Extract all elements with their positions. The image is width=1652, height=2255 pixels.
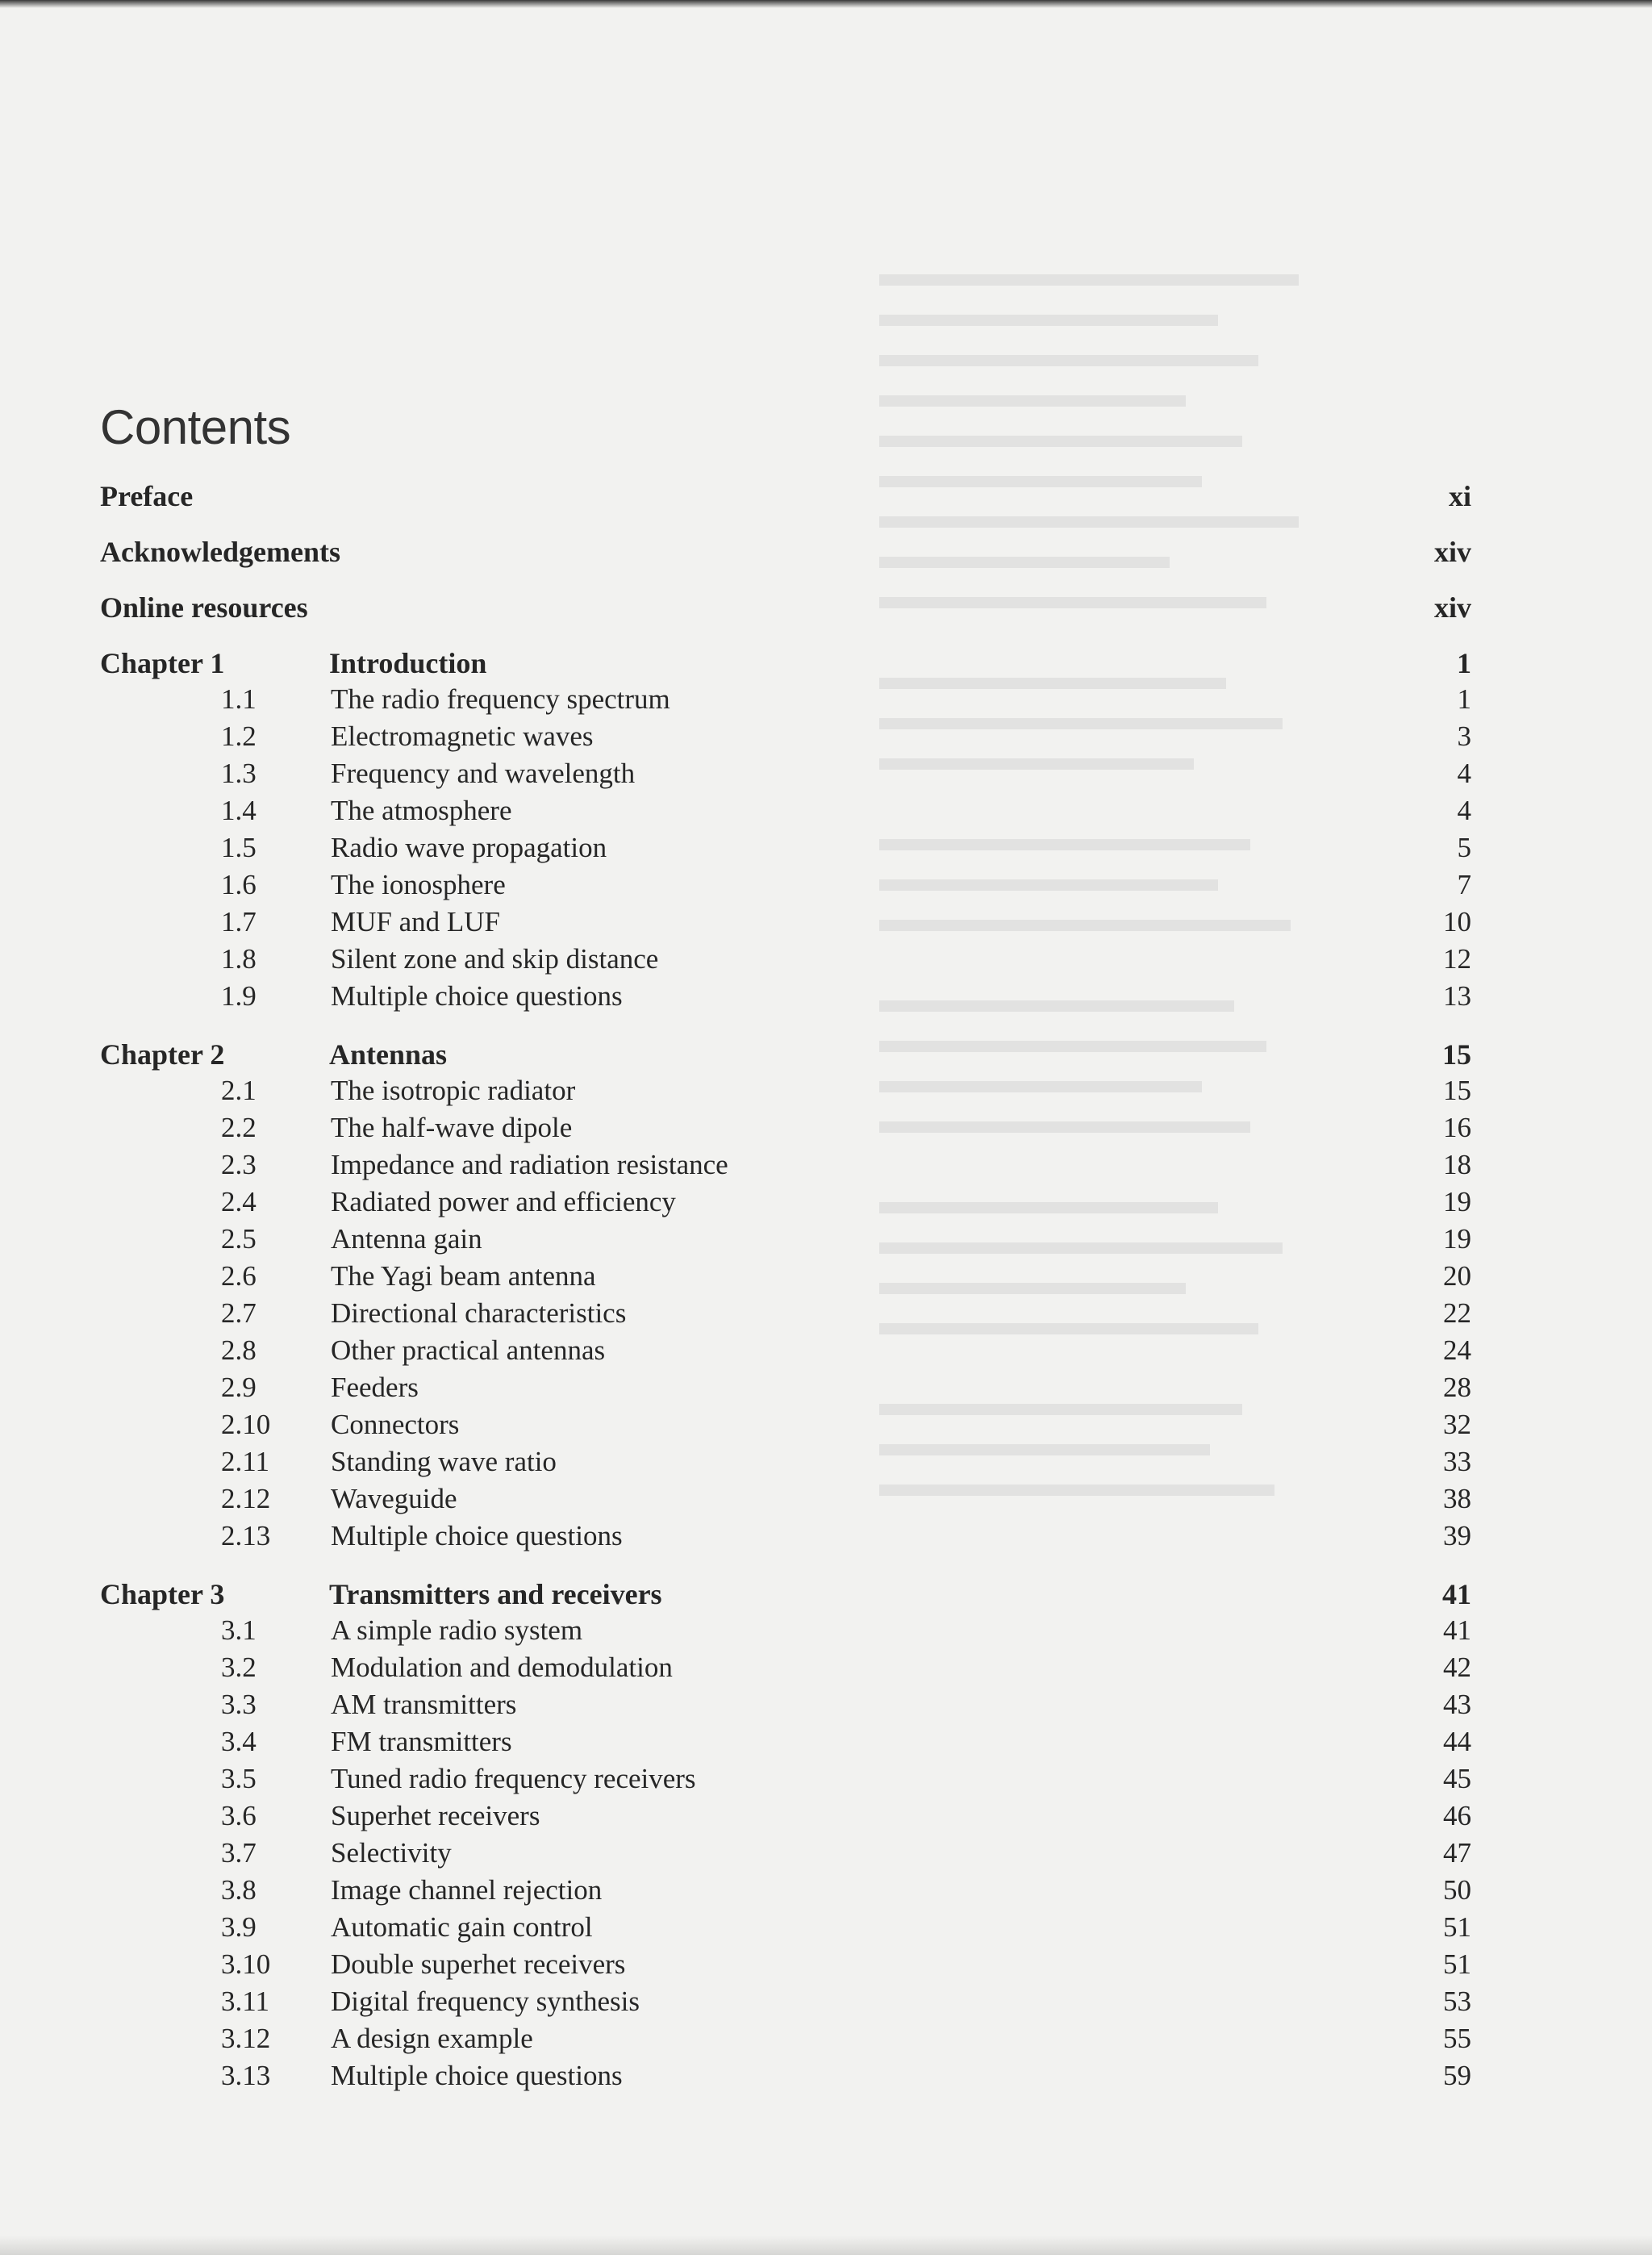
- section-number: 2.7: [221, 1297, 257, 1329]
- page-number: 47: [1443, 1837, 1471, 1869]
- section-row[interactable]: [100, 906, 1471, 943]
- section-title: Waveguide: [331, 1483, 457, 1514]
- section-title: Other practical antennas: [331, 1334, 606, 1366]
- section-title: The half-wave dipole: [331, 1112, 573, 1143]
- section-row[interactable]: [100, 1186, 1471, 1223]
- section-number: 3.4: [221, 1726, 257, 1757]
- chapter-heading-row[interactable]: [100, 1577, 1471, 1614]
- section-title: Superhet receivers: [331, 1800, 540, 1831]
- section-title: The radio frequency spectrum: [331, 683, 670, 715]
- page-number: 38: [1443, 1483, 1471, 1514]
- section-row[interactable]: [100, 1112, 1471, 1149]
- section-number: 3.9: [221, 1911, 257, 1943]
- section-number: 2.11: [221, 1446, 269, 1477]
- section-number: 1.7: [221, 906, 257, 937]
- page-number: 24: [1443, 1334, 1471, 1366]
- section-number: 2.12: [221, 1483, 271, 1514]
- chapter-title: Antennas: [329, 1038, 448, 1071]
- front-matter-label: Preface: [100, 480, 194, 512]
- section-row[interactable]: [100, 1911, 1471, 1948]
- chapter-label: Chapter 3: [100, 1578, 225, 1610]
- section-title: Feeders: [331, 1372, 419, 1403]
- page-number: 4: [1457, 758, 1471, 789]
- section-number: 3.7: [221, 1837, 257, 1869]
- page-number: 42: [1443, 1652, 1471, 1683]
- section-row[interactable]: [100, 2060, 1471, 2097]
- section-number: 3.1: [221, 1614, 257, 1646]
- page-title: Contents: [100, 400, 291, 454]
- section-row[interactable]: [100, 1334, 1471, 1372]
- section-row[interactable]: [100, 1726, 1471, 1763]
- page-number: 19: [1443, 1223, 1471, 1255]
- section-title: The isotropic radiator: [331, 1075, 576, 1106]
- section-title: A design example: [331, 2023, 533, 2054]
- page-number: 20: [1443, 1260, 1471, 1292]
- section-row[interactable]: [100, 832, 1471, 869]
- section-number: 1.6: [221, 869, 257, 900]
- section-row[interactable]: [100, 1520, 1471, 1557]
- page-number: 10: [1443, 906, 1471, 937]
- section-row[interactable]: [100, 1614, 1471, 1652]
- section-number: 2.13: [221, 1520, 271, 1551]
- section-row[interactable]: [100, 1948, 1471, 1986]
- scan-edge-bottom: [0, 2236, 1652, 2255]
- section-number: 3.10: [221, 1948, 271, 1980]
- page-number: 3: [1457, 720, 1471, 752]
- section-number: 2.10: [221, 1409, 271, 1440]
- section-row[interactable]: [100, 1223, 1471, 1260]
- section-title: Impedance and radiation resistance: [331, 1149, 728, 1180]
- section-title: FM transmitters: [331, 1726, 512, 1757]
- section-title: Radiated power and efficiency: [331, 1186, 676, 1217]
- section-title: A simple radio system: [331, 1614, 583, 1646]
- page-number: 15: [1442, 1038, 1471, 1071]
- page-number: 53: [1443, 1986, 1471, 2017]
- section-title: Electromagnetic waves: [331, 720, 594, 752]
- section-title: Tuned radio frequency receivers: [331, 1763, 696, 1794]
- section-title: Standing wave ratio: [331, 1446, 557, 1477]
- section-number: 1.8: [221, 943, 257, 975]
- section-title: Frequency and wavelength: [331, 758, 636, 789]
- section-row[interactable]: [100, 869, 1471, 906]
- section-number: 1.5: [221, 832, 257, 863]
- page-number: 33: [1443, 1446, 1471, 1477]
- section-number: 1.4: [221, 795, 257, 826]
- section-row[interactable]: [100, 1075, 1471, 1112]
- section-title: Automatic gain control: [331, 1911, 593, 1943]
- page-number: 19: [1443, 1186, 1471, 1217]
- chapter-spacer: [100, 1557, 1471, 1577]
- section-title: The Yagi beam antenna: [331, 1260, 596, 1292]
- section-row[interactable]: [100, 1800, 1471, 1837]
- page-number: 12: [1443, 943, 1471, 975]
- chapter-spacer: [100, 1017, 1471, 1038]
- section-title: MUF and LUF: [331, 906, 501, 937]
- section-number: 2.9: [221, 1372, 257, 1403]
- chapter-heading-row[interactable]: [100, 646, 1471, 683]
- front-matter-label: Acknowledgements: [100, 536, 340, 568]
- section-number: 3.8: [221, 1874, 257, 1906]
- section-number: 2.6: [221, 1260, 257, 1292]
- section-title: Image channel rejection: [331, 1874, 603, 1906]
- section-row[interactable]: [100, 980, 1471, 1017]
- scan-edge-top: [0, 0, 1652, 8]
- section-row[interactable]: [100, 720, 1471, 758]
- page-number: 46: [1443, 1800, 1471, 1831]
- page-number: 44: [1443, 1726, 1471, 1757]
- chapter-title: Introduction: [329, 647, 487, 679]
- front-matter-label: Online resources: [100, 591, 308, 624]
- page-number: 18: [1443, 1149, 1471, 1180]
- section-number: 3.12: [221, 2023, 271, 2054]
- section-number: 3.6: [221, 1800, 257, 1831]
- section-row[interactable]: [100, 1652, 1471, 1689]
- page-number: 55: [1443, 2023, 1471, 2054]
- section-row[interactable]: [100, 1986, 1471, 2023]
- section-number: 2.4: [221, 1186, 257, 1217]
- section-row[interactable]: [100, 2023, 1471, 2060]
- section-row[interactable]: [100, 943, 1471, 980]
- section-number: 2.8: [221, 1334, 257, 1366]
- page-number: 41: [1443, 1614, 1471, 1646]
- section-title: Antenna gain: [331, 1223, 482, 1255]
- page-number: 22: [1443, 1297, 1471, 1329]
- page-number: 16: [1443, 1112, 1471, 1143]
- section-number: 1.3: [221, 758, 257, 789]
- page-number: xiv: [1433, 536, 1471, 568]
- page-number: 51: [1443, 1911, 1471, 1943]
- page-number: xi: [1448, 480, 1471, 512]
- section-row[interactable]: [100, 758, 1471, 795]
- section-row[interactable]: [100, 1874, 1471, 1911]
- page-number: 50: [1443, 1874, 1471, 1906]
- section-title: Multiple choice questions: [331, 1520, 623, 1551]
- section-row[interactable]: [100, 1446, 1471, 1483]
- section-number: 3.2: [221, 1652, 257, 1683]
- section-row[interactable]: [100, 1297, 1471, 1334]
- section-title: Silent zone and skip distance: [331, 943, 659, 975]
- section-row[interactable]: [100, 1837, 1471, 1874]
- chapter-block: [100, 1038, 1471, 1557]
- section-number: 2.1: [221, 1075, 257, 1106]
- section-row[interactable]: [100, 1763, 1471, 1800]
- section-row[interactable]: [100, 1149, 1471, 1186]
- page-number: 15: [1443, 1075, 1471, 1106]
- page-number: 7: [1457, 869, 1471, 900]
- chapter-label: Chapter 1: [100, 647, 225, 679]
- front-matter-row[interactable]: [100, 535, 1471, 591]
- page-number: xiv: [1433, 591, 1471, 624]
- section-number: 3.3: [221, 1689, 257, 1720]
- section-title: Modulation and demodulation: [331, 1652, 673, 1683]
- page-number: 13: [1443, 980, 1471, 1012]
- page-number: 59: [1443, 2060, 1471, 2091]
- section-number: 2.3: [221, 1149, 257, 1180]
- page-number: 32: [1443, 1409, 1471, 1440]
- page-number: 39: [1443, 1520, 1471, 1551]
- section-title: Double superhet receivers: [331, 1948, 626, 1980]
- page-number: 51: [1443, 1948, 1471, 1980]
- section-title: Directional characteristics: [331, 1297, 627, 1329]
- page-number: 1: [1457, 683, 1471, 715]
- section-title: Multiple choice questions: [331, 980, 623, 1012]
- chapter-list: [100, 646, 1471, 2097]
- chapter-label: Chapter 2: [100, 1038, 225, 1071]
- page-number: 43: [1443, 1689, 1471, 1720]
- section-number: 3.13: [221, 2060, 271, 2091]
- section-number: 3.5: [221, 1763, 257, 1794]
- section-title: Connectors: [331, 1409, 460, 1440]
- section-row[interactable]: [100, 1372, 1471, 1409]
- chapter-block: [100, 1577, 1471, 2097]
- front-matter-row[interactable]: [100, 591, 1471, 646]
- section-row[interactable]: [100, 1483, 1471, 1520]
- section-number: 2.5: [221, 1223, 257, 1255]
- section-title: The atmosphere: [331, 795, 512, 826]
- front-matter-row[interactable]: [100, 479, 1471, 535]
- page-number: 28: [1443, 1372, 1471, 1403]
- section-row[interactable]: [100, 1409, 1471, 1446]
- page-number: 45: [1443, 1763, 1471, 1794]
- front-matter-list: [100, 479, 1471, 646]
- page-number: 5: [1457, 832, 1471, 863]
- section-number: 2.2: [221, 1112, 257, 1143]
- section-title: Radio wave propagation: [331, 832, 607, 863]
- page-number: 1: [1457, 647, 1471, 679]
- section-row[interactable]: [100, 1689, 1471, 1726]
- section-number: 1.9: [221, 980, 257, 1012]
- contents-page: [100, 395, 1471, 2097]
- section-title: Digital frequency synthesis: [331, 1986, 640, 2017]
- section-row[interactable]: [100, 795, 1471, 832]
- section-number: 3.11: [221, 1986, 269, 2017]
- section-number: 1.2: [221, 720, 257, 752]
- page-number: 41: [1442, 1578, 1471, 1610]
- chapter-heading-row[interactable]: [100, 1038, 1471, 1075]
- section-row[interactable]: [100, 1260, 1471, 1297]
- chapter-title: Transmitters and receivers: [329, 1578, 662, 1610]
- section-title: The ionosphere: [331, 869, 506, 900]
- section-row[interactable]: [100, 683, 1471, 720]
- section-title: AM transmitters: [331, 1689, 517, 1720]
- chapter-block: [100, 646, 1471, 1017]
- section-title: Multiple choice questions: [331, 2060, 623, 2091]
- section-number: 1.1: [221, 683, 257, 715]
- section-title: Selectivity: [331, 1837, 452, 1869]
- page-number: 4: [1457, 795, 1471, 826]
